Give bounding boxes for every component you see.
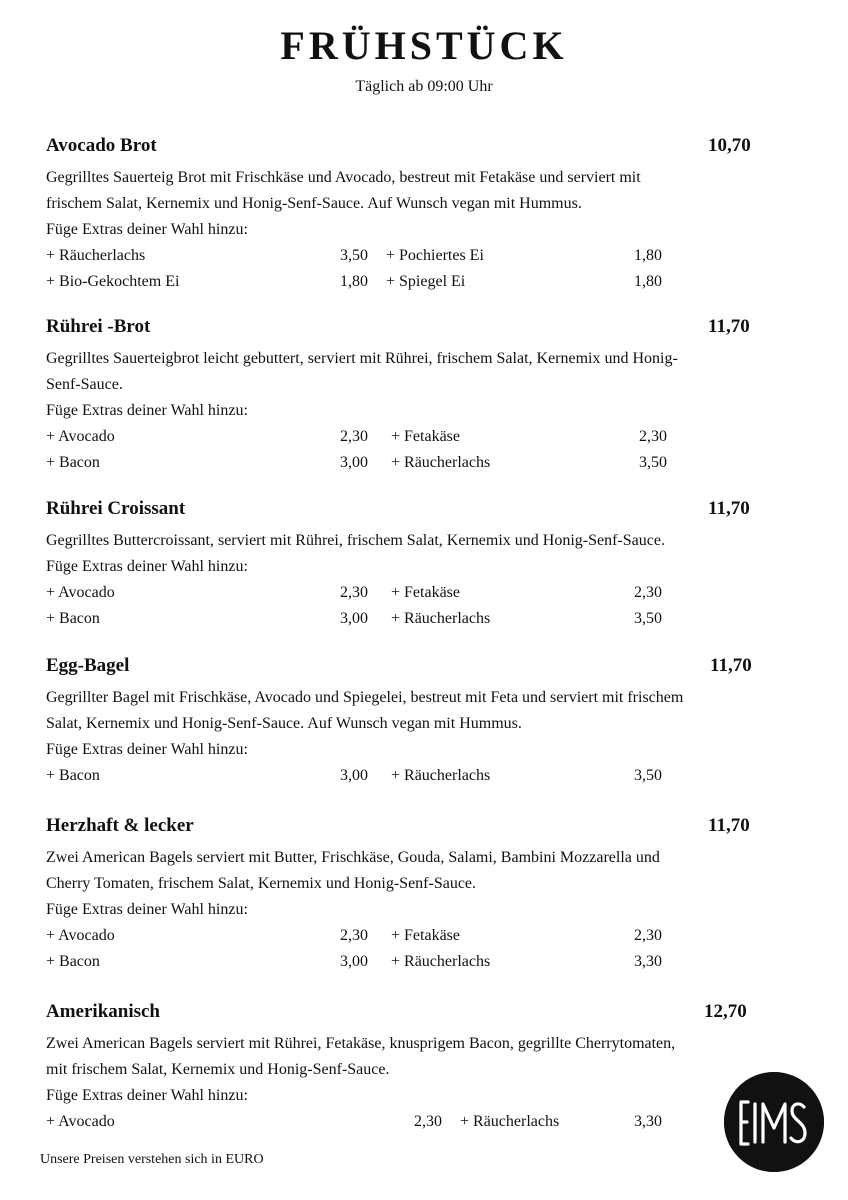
item-description (46, 346, 786, 398)
extras-label: Füge Extras deiner Wahl hinzu: (46, 221, 248, 238)
extra-price: 3,00 (340, 952, 368, 970)
extra-name: + Avocado (46, 1113, 115, 1130)
item-price: 11,70 (710, 655, 752, 676)
extras-label: Füge Extras deiner Wahl hinzu: (46, 1087, 248, 1104)
menu-item-avocado-brot (46, 135, 786, 294)
description-line: Senf-Sauce. (46, 376, 123, 393)
extra-price: 2,30 (634, 584, 662, 601)
extra-name: + Räucherlachs (391, 767, 491, 784)
eims-logo (724, 1072, 824, 1172)
extra-name: + Räucherlachs (391, 453, 491, 471)
extra-name: + Fetakäse (391, 428, 460, 445)
extras-row (46, 923, 786, 949)
menu-item-herzhaft-lecker (46, 815, 786, 974)
opening-hours: Täglich ab 09:00 Uhr (355, 78, 493, 95)
extras-label: Füge Extras deiner Wahl hinzu: (46, 901, 248, 918)
description-line: Gegrilltes Buttercroissant, serviert mit Rührei, frischem Salat, Kernemix und Honig-Senf-Sauce. (46, 532, 665, 549)
item-name: Rührei Croissant (46, 498, 186, 519)
extras-row (46, 580, 786, 606)
extra-price: 3,50 (340, 247, 368, 264)
extra-price: 3,50 (634, 609, 662, 627)
item-name: Egg-Bagel (46, 655, 130, 676)
item-price: 11,70 (708, 815, 750, 836)
description-line: Gegrilltes Sauerteigbrot leicht gebuttert, serviert mit Rührei, frischem Salat, Kernemix und Honig- (46, 350, 678, 367)
extra-name: + Avocado (46, 927, 115, 944)
extras-row (46, 424, 786, 450)
extra-price: 2,30 (340, 428, 368, 445)
extras-label: Füge Extras deiner Wahl hinzu: (46, 402, 248, 419)
item-name: Rührei -Brot (46, 316, 151, 337)
extra-price: 1,80 (340, 272, 368, 290)
extra-price: 2,30 (340, 927, 368, 944)
extra-price: 3,00 (340, 453, 368, 471)
item-price: 11,70 (708, 316, 750, 337)
description-line: Zwei American Bagels serviert mit Butter, Frischkäse, Gouda, Salami, Bambini Mozzarella und (46, 849, 660, 866)
extra-name: + Räucherlachs (46, 247, 146, 264)
extras-row (46, 269, 786, 295)
currency-note: Unsere Preisen verstehen sich in EURO (40, 1152, 264, 1167)
extra-price: 3,50 (639, 453, 667, 471)
item-description (46, 685, 786, 737)
menu-item-amerikanisch (46, 1001, 786, 1135)
menu-item-ruehrei-brot (46, 316, 786, 475)
description-line: Zwei American Bagels serviert mit Rührei, Fetakäse, knusprigem Bacon, gegrillte Cherrytomaten, (46, 1035, 676, 1052)
description-line: Gegrilltes Sauerteig Brot mit Frischkäse und Avocado, bestreut mit Fetakäse und serviert mit (46, 169, 641, 186)
extra-price: 2,30 (414, 1113, 442, 1130)
description-line: frischem Salat, Kernemix und Honig-Senf-Sauce. Auf Wunsch vegan mit Hummus. (46, 195, 582, 212)
item-description (46, 1031, 786, 1083)
extra-price: 3,30 (634, 1113, 662, 1130)
extra-price: 3,00 (340, 767, 368, 784)
description-line: Gegrillter Bagel mit Frischkäse, Avocado und Spiegelei, bestreut mit Feta und serviert mit frischem (46, 689, 684, 706)
extra-name: + Räucherlachs (391, 952, 491, 970)
item-description (46, 165, 786, 217)
item-name: Avocado Brot (46, 135, 157, 156)
extra-name: + Räucherlachs (391, 609, 491, 627)
description-line: Salat, Kernemix und Honig-Senf-Sauce. Auf Wunsch vegan mit Hummus. (46, 715, 522, 732)
extra-name: + Spiegel Ei (386, 272, 466, 290)
extra-name: + Fetakäse (391, 927, 460, 944)
extra-name: + Avocado (46, 428, 115, 445)
description-line: Cherry Tomaten, frischem Salat, Kernemix und Honig-Senf-Sauce. (46, 875, 477, 892)
description-line: mit frischem Salat, Kernemix und Honig-Senf-Sauce. (46, 1061, 390, 1078)
extras-row (46, 243, 786, 269)
extras-row (46, 1109, 786, 1135)
extra-name: + Bio-Gekochtem Ei (46, 272, 180, 290)
extras-row (46, 763, 786, 789)
extra-name: + Avocado (46, 584, 115, 601)
extra-name: + Bacon (46, 453, 100, 471)
item-price: 10,70 (708, 135, 751, 156)
menu-item-egg-bagel (46, 655, 786, 789)
extra-price: 2,30 (639, 428, 667, 445)
extra-price: 2,30 (340, 584, 368, 601)
menu-item-ruehrei-croissant (46, 498, 786, 631)
extra-price: 1,80 (634, 272, 662, 290)
extra-name: + Bacon (46, 767, 100, 784)
page-title: FRÜHSTÜCK (280, 23, 568, 68)
extra-price: 2,30 (634, 927, 662, 944)
extra-name: + Räucherlachs (460, 1113, 560, 1130)
extra-name: + Bacon (46, 952, 100, 970)
extra-name: + Pochiertes Ei (386, 247, 484, 264)
item-name: Herzhaft & lecker (46, 815, 194, 836)
extra-price: 3,30 (634, 952, 662, 970)
item-price: 11,70 (708, 498, 750, 519)
extras-label: Füge Extras deiner Wahl hinzu: (46, 741, 248, 758)
extras-row (46, 949, 786, 975)
eims-logo-mark (724, 1072, 824, 1172)
extra-price: 1,80 (634, 247, 662, 264)
extras-row (46, 606, 786, 632)
extras-row (46, 450, 786, 476)
item-description (46, 845, 786, 897)
extra-name: + Fetakäse (391, 584, 460, 601)
item-name: Amerikanisch (46, 1001, 160, 1022)
extra-price: 3,50 (634, 767, 662, 784)
extras-label: Füge Extras deiner Wahl hinzu: (46, 558, 248, 575)
item-price: 12,70 (704, 1001, 747, 1022)
extra-price: 3,00 (340, 609, 368, 627)
item-description (46, 528, 786, 554)
extra-name: + Bacon (46, 609, 100, 627)
